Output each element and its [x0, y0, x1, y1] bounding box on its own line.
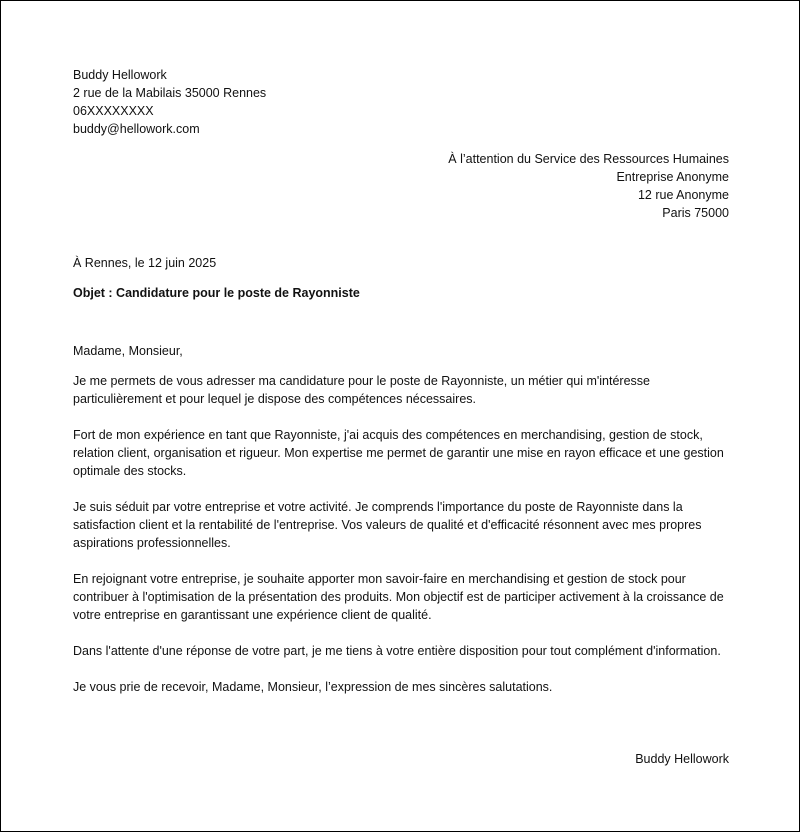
paragraph-availability: Dans l'attente d'une réponse de votre part, je me tiens à votre entière disposition pour tout complément d'information. [73, 644, 721, 658]
paragraph-motivation: Je suis séduit par votre entreprise et votre activité. Je comprends l'importance du poste de Rayonniste dans la satisfaction client et la rentabilité de l'entreprise. Vos valeurs de qualité et d'efficacité résonnent avec mes propres aspirations professionnelles. [73, 500, 702, 550]
paragraph-intro: Je me permets de vous adresser ma candidature pour le poste de Rayonniste, un métier qui m'intéresse particulièrement et pour lequel je dispose des compétences nécessaires. [73, 374, 650, 406]
paragraph-contribution: En rejoignant votre entreprise, je souhaite apporter mon savoir-faire en merchandising et gestion de stock pour contribuer à l'optimisation de la présentation des produits. Mon objectif est de participer activement à la croissance de votre entreprise en garantissant une expérience client de qualité. [73, 572, 724, 622]
letter-body [73, 372, 729, 714]
sender-name: Buddy Hellowork [73, 68, 167, 82]
salutation [73, 342, 729, 360]
date-line [73, 254, 729, 272]
recipient-attention: À l’attention du Service des Ressources Humaines [448, 152, 729, 166]
sender-phone: 06XXXXXXXX [73, 104, 154, 118]
signature-block [73, 750, 729, 768]
subject-line [73, 284, 729, 302]
recipient-street: 12 rue Anonyme [637, 188, 729, 202]
sender-block [73, 66, 729, 138]
subject-text: Objet : Candidature pour le poste de Rayonniste [73, 286, 360, 300]
salutation-text: Madame, Monsieur, [73, 344, 183, 358]
recipient-company: Entreprise Anonyme [616, 170, 729, 184]
sender-email: buddy@hellowork.com [73, 122, 200, 136]
signature-name: Buddy Hellowork [635, 752, 729, 766]
paragraph-closing: Je vous prie de recevoir, Madame, Monsieur, l’expression de mes sincères salutations. [73, 680, 553, 694]
date-text: À Rennes, le 12 juin 2025 [73, 256, 217, 270]
recipient-block [73, 150, 729, 222]
recipient-city: Paris 75000 [662, 206, 729, 220]
sender-address: 2 rue de la Mabilais 35000 Rennes [73, 86, 267, 100]
paragraph-experience: Fort de mon expérience en tant que Rayonniste, j'ai acquis des compétences en merchandising, gestion de stock, relation client, organisation et rigueur. Mon expertise me permet de garantir une mise en rayon efficace et une gestion optimale des stocks. [73, 428, 724, 478]
